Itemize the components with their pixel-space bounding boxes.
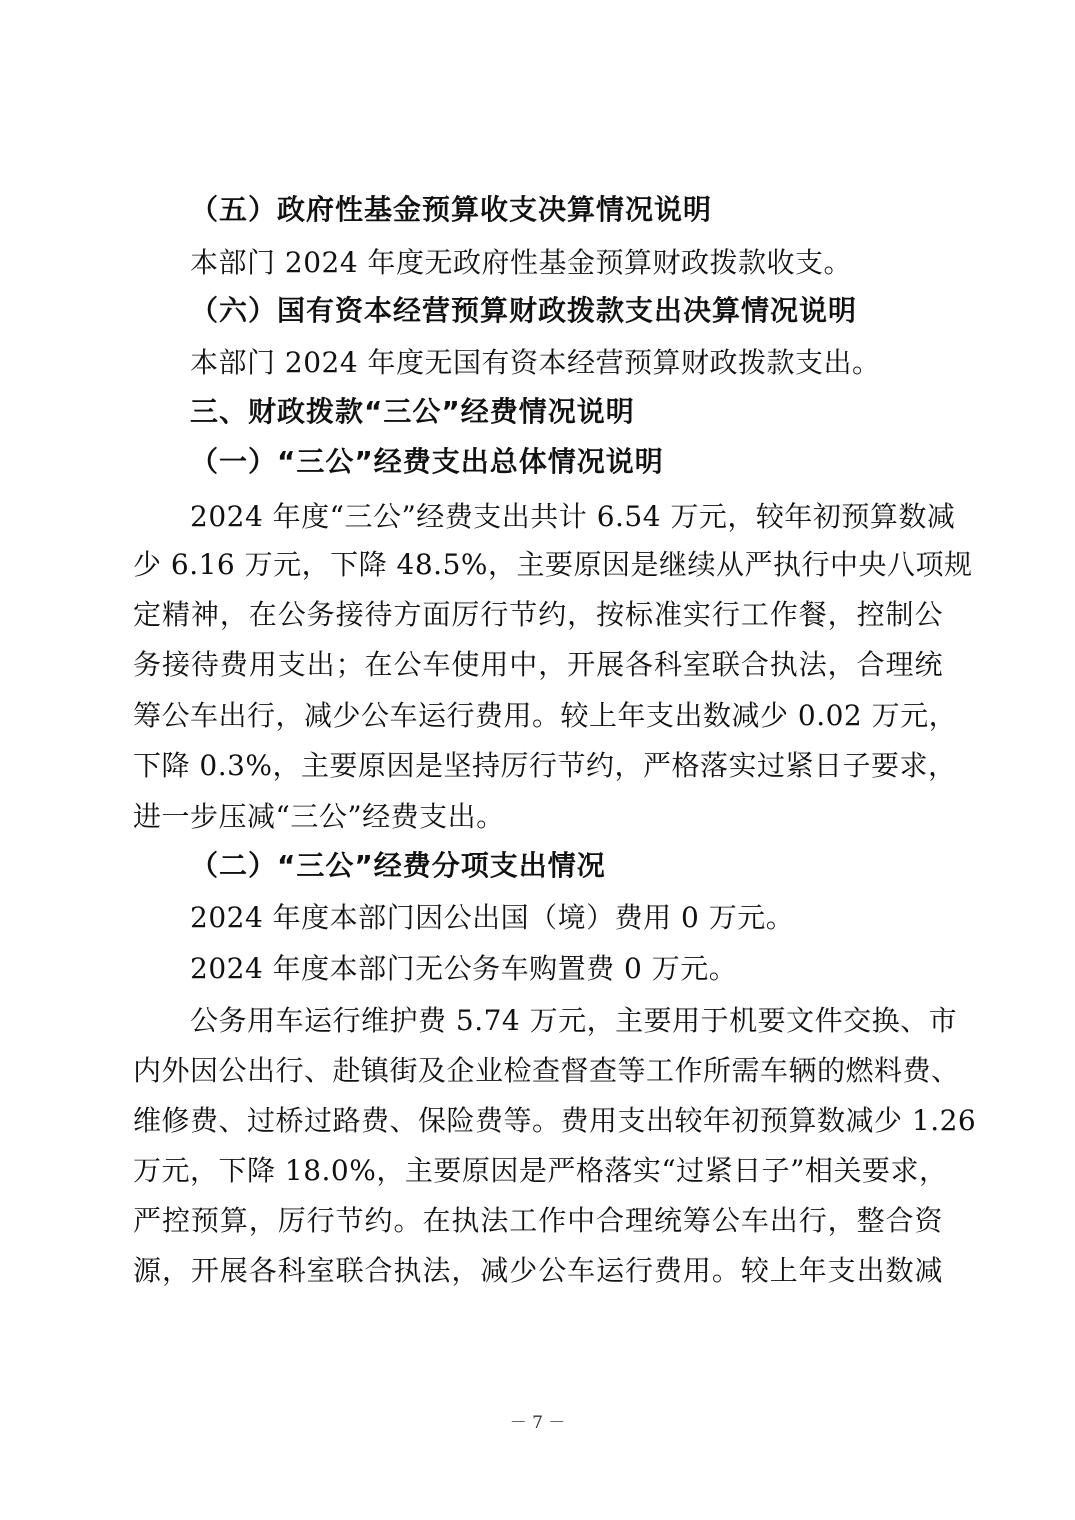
paragraph-line: 筹公车出行，减少公车运行费用。较上年支出数减少 0.02 万元， (133, 699, 958, 732)
paragraph-line: 下降 0.3%，主要原因是坚持厉行节约，严格落实过紧日子要求， (133, 749, 957, 782)
paragraph-line: 源，开展各科室联合执法，减少公车运行费用。较上年支出数减 (133, 1254, 943, 1287)
page-number: － 7 － (509, 1413, 566, 1433)
paragraph-line: 务接待费用支出；在公车使用中，开展各科室联合执法，合理统 (133, 648, 943, 681)
paragraph-line: 定精神，在公务接待方面厉行节约，按标准实行工作餐，控制公 (133, 598, 943, 631)
chapter-heading-three-public: 三、财政拨款“三公”经费情况说明 (190, 395, 635, 428)
paragraph-line: 进一步压减“三公”经费支出。 (133, 800, 505, 833)
paragraph-line: 2024 年度本部门因公出国（境）费用 0 万元。 (190, 901, 795, 934)
paragraph-line: 公务用车运行维护费 5.74 万元，主要用于机要文件交换、市 (190, 1004, 958, 1037)
section-heading-government-fund: （五）政府性基金预算收支决算情况说明 (190, 193, 713, 226)
paragraph-line: 2024 年度“三公”经费支出共计 6.54 万元，较年初预算数减 (190, 500, 956, 533)
paragraph-line: 万元，下降 18.0%，主要原因是严格落实“过紧日子”相关要求， (133, 1154, 948, 1187)
section-heading-overall: （一）“三公”经费支出总体情况说明 (190, 445, 664, 478)
paragraph-line: 本部门 2024 年度无国有资本经营预算财政拨款支出。 (190, 346, 881, 379)
paragraph-line: 本部门 2024 年度无政府性基金预算财政拨款收支。 (190, 246, 853, 279)
section-heading-itemized: （二）“三公”经费分项支出情况 (190, 849, 606, 882)
paragraph-line: 严控预算，厉行节约。在执法工作中合理统筹公车出行，整合资 (133, 1204, 943, 1237)
paragraph-line: 维修费、过桥过路费、保险费等。费用支出较年初预算数减少 1.26 (133, 1104, 977, 1137)
paragraph-line: 内外因公出行、赴镇街及企业检查督查等工作所需车辆的燃料费、 (133, 1054, 960, 1087)
paragraph-line: 少 6.16 万元，下降 48.5%，主要原因是继续从严执行中央八项规 (133, 548, 973, 581)
section-heading-state-capital: （六）国有资本经营预算财政拨款支出决算情况说明 (190, 294, 858, 327)
paragraph-line: 2024 年度本部门无公务车购置费 0 万元。 (190, 952, 738, 985)
